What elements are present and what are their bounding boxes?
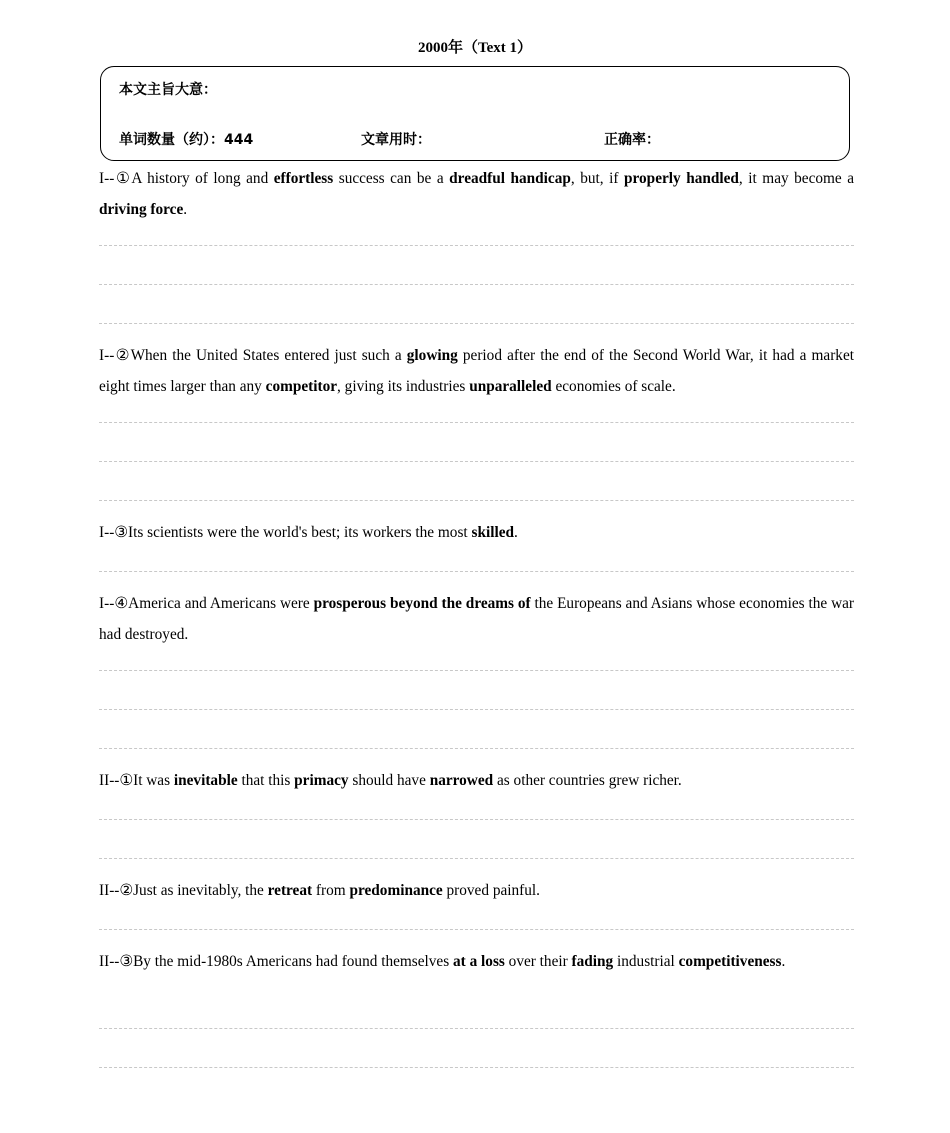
key-phrase: primacy <box>294 772 349 789</box>
sentence-text: . <box>183 201 188 218</box>
answer-line[interactable] <box>99 323 854 324</box>
sentence-number: II--③ <box>99 953 134 970</box>
answer-line[interactable] <box>99 709 854 710</box>
word-count-value: 444 <box>224 132 254 148</box>
sentence-text: industrial <box>613 953 679 970</box>
sentence-number: I--④ <box>99 595 129 612</box>
page-title: 2000年（Text 1） <box>417 40 533 56</box>
key-phrase: driving force <box>99 201 184 218</box>
sentence-text: A history of long and <box>131 170 274 187</box>
sentence-2 <box>99 340 854 402</box>
sentence-number: I--① <box>99 170 132 187</box>
answer-line[interactable] <box>99 571 854 572</box>
key-phrase: properly handled <box>624 170 739 187</box>
word-count-label: 单词数量（约）： <box>119 132 224 148</box>
sentence-text: Just as inevitably, the <box>133 882 268 899</box>
answer-line[interactable] <box>99 245 854 246</box>
sentence-text: period after the end of the Second World War, it had a market eight times larger than any <box>99 347 854 395</box>
answer-line[interactable] <box>99 284 854 285</box>
sentence-text: By the mid-1980s Americans had found themselves <box>133 953 453 970</box>
sentence-text: When the United States entered just such a <box>130 347 407 364</box>
main-idea-label: 本文主旨大意： <box>119 82 217 98</box>
sentence-text: America and Americans were <box>128 595 314 612</box>
sentence-number: II--② <box>99 882 134 899</box>
time-label: 文章用时： <box>361 132 431 148</box>
answer-line[interactable] <box>99 748 854 749</box>
key-phrase: prosperous beyond the dreams of <box>313 595 531 612</box>
sentence-number: II--① <box>99 772 134 789</box>
sentence-text: as other countries grew richer. <box>493 772 682 789</box>
key-phrase: inevitable <box>173 772 238 789</box>
key-phrase: competitor <box>265 378 338 395</box>
sentence-text: , but, if <box>570 170 625 187</box>
key-phrase: dreadful handicap <box>449 170 571 187</box>
sentence-3 <box>99 517 854 548</box>
sentence-1 <box>99 163 854 225</box>
key-phrase: unparalleled <box>469 378 552 395</box>
sentence-text: proved painful. <box>442 882 540 899</box>
key-phrase: glowing <box>406 347 458 364</box>
sentence-text: , it may become a <box>738 170 855 187</box>
key-phrase: effortless <box>273 170 334 187</box>
sentence-7 <box>99 946 854 977</box>
sentence-text: success can be a <box>333 170 450 187</box>
sentence-text: that this <box>237 772 295 789</box>
key-phrase: predominance <box>349 882 443 899</box>
answer-line[interactable] <box>99 819 854 820</box>
sentence-text: . <box>781 953 786 970</box>
sentence-text: over their <box>504 953 572 970</box>
answer-line[interactable] <box>99 461 854 462</box>
sentence-text: . <box>514 524 518 541</box>
key-phrase: at a loss <box>453 953 505 970</box>
sentence-text: economies of scale. <box>551 378 676 395</box>
answer-line[interactable] <box>99 1067 854 1068</box>
answer-line[interactable] <box>99 929 854 930</box>
key-phrase: skilled <box>471 524 515 541</box>
sentence-4 <box>99 588 854 650</box>
sentence-text: from <box>312 882 350 899</box>
sentence-text: the Europeans and Asians whose economies the war had destroyed. <box>99 595 854 643</box>
info-box <box>100 66 850 161</box>
sentence-text: , giving its industries <box>337 378 470 395</box>
answer-line[interactable] <box>99 670 854 671</box>
key-phrase: retreat <box>267 882 313 899</box>
sentence-5 <box>99 765 854 796</box>
sentence-6 <box>99 875 854 906</box>
key-phrase: fading <box>571 953 614 970</box>
sentence-number: I--③ <box>99 524 128 541</box>
key-phrase: narrowed <box>429 772 494 789</box>
sentence-text: Its scientists were the world's best; its workers the most <box>128 524 472 541</box>
key-phrase: competitiveness <box>678 953 782 970</box>
sentence-text: should have <box>348 772 430 789</box>
accuracy-label: 正确率： <box>604 132 660 148</box>
answer-line[interactable] <box>99 500 854 501</box>
answer-line[interactable] <box>99 858 854 859</box>
sentence-number: I--② <box>99 347 131 364</box>
word-count <box>119 129 253 149</box>
sentence-text: It was <box>133 772 174 789</box>
answer-line[interactable] <box>99 422 854 423</box>
answer-line[interactable] <box>99 1028 854 1029</box>
